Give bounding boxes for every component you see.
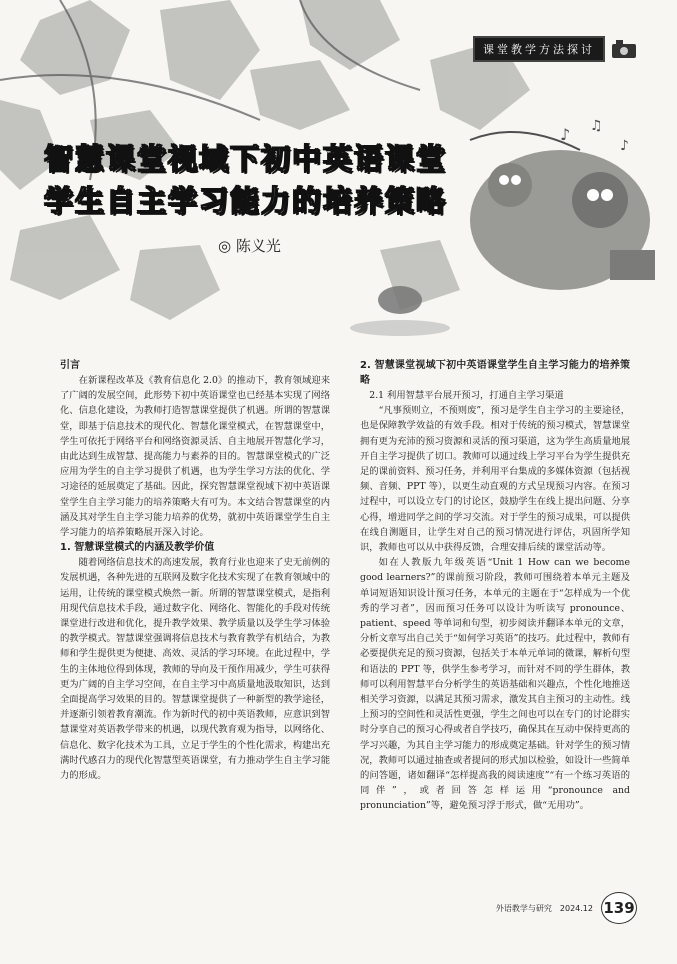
section-heading: 引言: [60, 360, 80, 371]
header-illustration: [0, 0, 677, 345]
svg-text:♪: ♪: [560, 125, 571, 144]
journal-name: 外语教学与研究: [495, 903, 552, 913]
title-line-2: 学生自主学习能力的培养策略: [44, 184, 448, 218]
page-footer: [496, 892, 637, 924]
issue-label: 2024.12: [559, 903, 593, 913]
author-name: ◎ 陈义光: [218, 237, 281, 255]
camera-icon: [611, 38, 637, 60]
body-paragraph: 随着网络信息技术的高速发展，教育行业也迎来了史无前例的发展机遇，各种先进的互联网及数字化技术实现了在教育领域中的运用，让传统的课堂模式焕然一新。所谓的智慧课堂模式，是指利用现代信息技术手段，通过数字化、网络化、智能化的手段对传统课堂进行改进和优化，提升教学效果、教学质量以及学生学习体验的教学模式。智慧课堂强调将信息技术与教育教学有机结合，为教师和学生提供更为便捷、高效、灵活的学习环境。在此过程中，学生的主体地位得到体现，教师的导向及干预作用减少，学生可获得更为广阔的自主学习空间，在自主学习中高质量地汲取知识，达到全面提高学习效果的目的。智慧课堂提供了一种新型的教学途径，并逐渐引领着教育潮流。作为新时代的初中英语教师，应意识到智慧课堂对英语教学带来的机遇，以现代教育观为指导，以网络化、信息化、数字化技术为工具，立足于学生的个性化需求，构建出充满时代感召力的现代化智慧型英语课堂，有力推动学生自主学习能力的形成。: [60, 557, 330, 782]
svg-text:♪: ♪: [620, 138, 629, 154]
column-tag-label: 课堂教学方法探讨: [473, 36, 605, 62]
title-line-1: 智慧课堂视域下初中英语课堂: [44, 142, 448, 176]
section-heading: 2. 智慧课堂视域下初中英语课堂学生自主学习能力的培养策略: [360, 360, 630, 386]
column-tag: [473, 36, 637, 62]
page-number: 139: [601, 892, 637, 924]
body-paragraph: 在新课程改革及《教育信息化 2.0》的推动下，教育领域迎来了广阔的发展空间，此形势下初中英语课堂也已经基本实现了网络化、信息化建设，为教师打造智慧课堂提供了机遇。所谓的智慧课堂，即基于信息技术的现代化、智慧化课堂模式，在智慧课堂中，学生可依托于网络平台和网络资源灵活、自主地展开智慧化学习，由此达到生成智慧、提高能力与素养的目的。智慧课堂模式的广泛应用为学生的自主学习提供了机遇，也为学生学习方法的优化、学习途径的延展奠定了基础。因此，探究智慧课堂视域下初中英语课堂学生自主学习能力的培养策略大有可为。本文结合智慧课堂的内涵及其对学生自主学习能力培养的优势，就初中英语课堂学生自主学习能力的培养策略展开深入讨论。: [60, 375, 330, 539]
body-paragraph: “凡事预则立，不预则废”，预习是学生自主学习的主要途径，也是保障教学效益的有效手段。相对于传统的预习模式，智慧课堂拥有更为充沛的预习资源和灵活的预习渠道，这为学生高质量地展开自主学习提供了切口。教师可以通过线上学习平台为学生提供充足的课前资料、预习任务，并利用平台集成的多媒体资源（包括视频、音频、PPT 等），以更生动直观的方式呈现预习内容。在预习过程中，可以设立专门的讨论区，鼓励学生在线上提出问题、分享心得，增进同学之间的学习交流。对于学生的预习成果，可以提供在线自测题目，让学生对自己的预习情况进行评估，巩固所学知识，教师也可以从中获得反馈，合理安排后续的课堂活动等。: [360, 405, 630, 554]
svg-text:♫: ♫: [590, 118, 603, 134]
section-heading: 1. 智慧课堂模式的内涵及教学价值: [60, 542, 215, 554]
body-paragraph: 如在人教版九年级英语“Unit 1 How can we become good learners?”的课前预习阶段，教师可围绕着本单元主题及单词短语知识设计预习任务，本单元的主题在于“怎样成为一个优秀的学习者”，因而预习任务可以设计为听读写 pronounce、patient、speed 等单词和句型，初步阅读并翻译本单元的文章，分析文章写出自己关于“如何学习英语”的技巧。此过程中，教师有必要提供充足的预习资源，包括关于本单元单词的微课，解析句型和语法的 PPT 等，供学生参考学习，而针对不同的学生群体，教师可以利用智慧平台分析学生的英语基础和兴趣点，个性化地推送相关学习资源，以满足其预习需求，激发其自主预习的主动性。线上预习的空间性和灵活性更强，学生之间也可以在专门的讨论群实时分享自己的预习心得或者自学技巧，确保其在互动中保持更高的学习兴趣，为其自主学习能力的形成奠定基础。针对学生的预习情况，教师可以通过抽查或者提问的形式加以检验，如设计一些简单的问答题，诸如翻译“怎样提高我的阅读速度”“有一个练习英语的同伴”，或者回答怎样运用“pronounce and pronunciation”等，避免预习浮于形式，做“无用功”。: [360, 557, 630, 812]
right-column: [360, 358, 630, 814]
left-column: [60, 358, 330, 783]
article-title: [44, 138, 447, 222]
subsection-heading: 2.1 利用智慧平台展开预习，打通自主学习渠道: [369, 390, 564, 401]
